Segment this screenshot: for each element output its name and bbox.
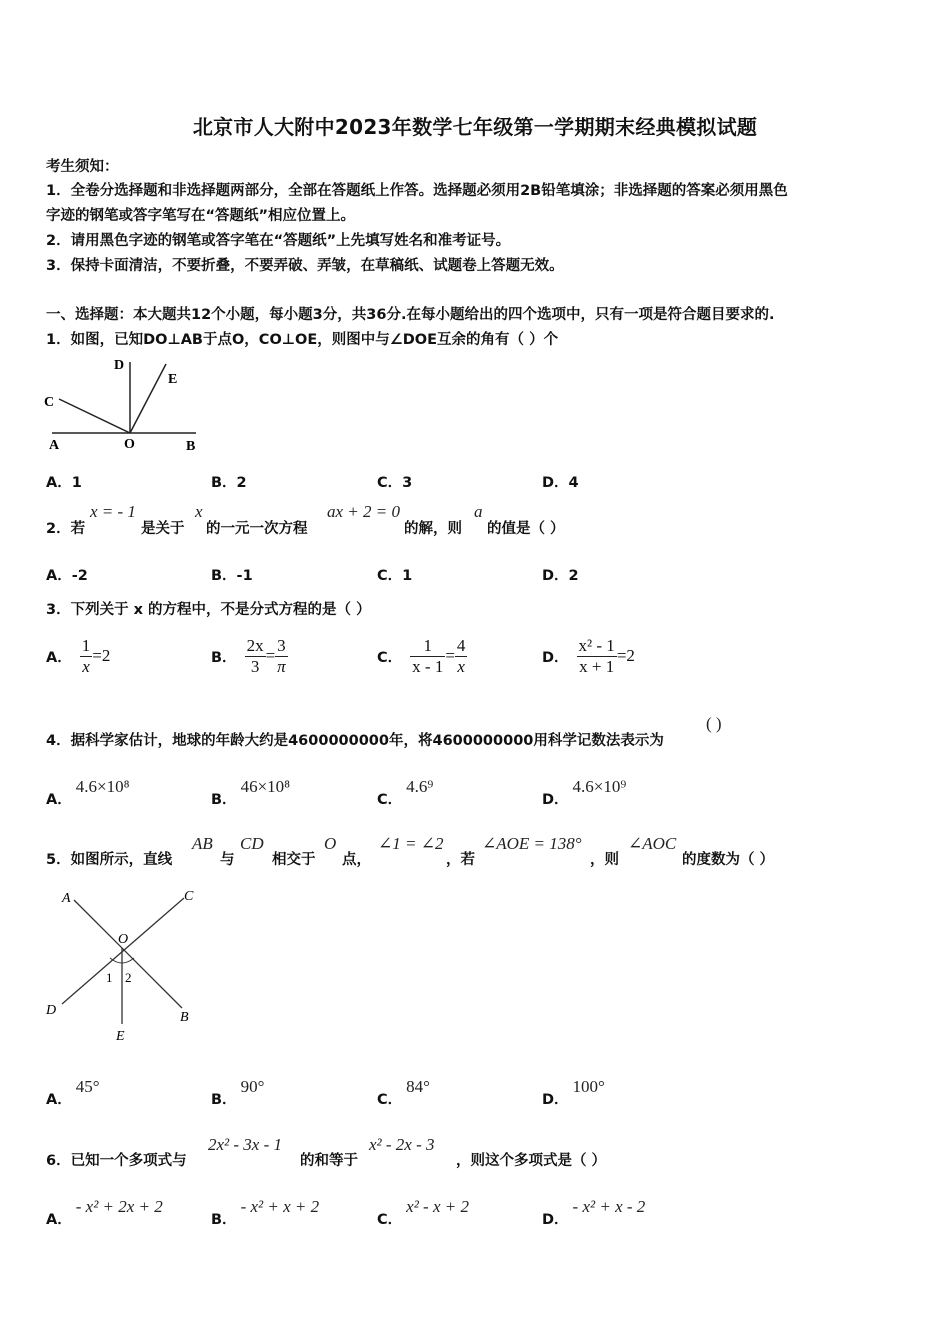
q5-text-1: 5．如图所示，直线 bbox=[46, 852, 173, 868]
q3-a-fraction bbox=[80, 636, 93, 677]
q3-b-den: 3 bbox=[250, 656, 260, 676]
q2-text-1: 2．若 bbox=[46, 521, 86, 537]
q2-option-a: A．-2 bbox=[46, 568, 88, 584]
q3-a-num: 1 bbox=[81, 635, 91, 655]
q3-option-d bbox=[542, 634, 635, 678]
q1-label-a: A bbox=[49, 438, 60, 453]
q3-c-fraction-2 bbox=[455, 636, 468, 677]
q5-line-cd bbox=[62, 898, 184, 1004]
q1-option-b: B．2 bbox=[211, 475, 247, 491]
q4-c-value: 4.6⁹ bbox=[406, 777, 434, 796]
q5-math-cd: CD bbox=[240, 834, 264, 853]
q5-b-value: 90° bbox=[240, 1077, 265, 1096]
q4-option-d bbox=[542, 776, 627, 808]
q2-text-3: 的一元一次方程 bbox=[206, 521, 308, 537]
q6-text-2: 的和等于 bbox=[300, 1153, 358, 1169]
q3-b-fraction-2 bbox=[275, 636, 288, 677]
q5-math-aoe: ∠AOE = 138° bbox=[482, 834, 582, 853]
q3-b-num: 2x bbox=[246, 635, 264, 655]
q3-b-fraction-1 bbox=[245, 636, 266, 677]
q6-d-label: D． bbox=[542, 1212, 569, 1228]
q2-option-d: D．2 bbox=[542, 568, 579, 584]
q5-b-label: B． bbox=[211, 1092, 237, 1108]
q3-c-fraction-1 bbox=[410, 636, 445, 677]
q6-a-label: A． bbox=[46, 1212, 72, 1228]
q3-option-c bbox=[377, 634, 467, 678]
q4-c-label: C． bbox=[377, 792, 403, 808]
q3-d-rhs: =2 bbox=[616, 646, 635, 665]
notice-line-1a: 1．全卷分选择题和非选择题两部分，全部在答题纸上作答。选择题必须用2B铅笔填涂；非选择题的答案必须用黑色 bbox=[46, 183, 788, 199]
q5-math-ab: AB bbox=[192, 834, 213, 853]
q3-c-label: C． bbox=[377, 649, 403, 666]
q5-text-2: 与 bbox=[220, 852, 235, 868]
q5-label-e: E bbox=[116, 1029, 125, 1044]
q5-math-o: O bbox=[324, 834, 337, 853]
q2-math-eq: ax + 2 = 0 bbox=[327, 502, 400, 521]
q3-c-eq: = bbox=[445, 646, 455, 665]
q5-figure bbox=[40, 880, 210, 1050]
q6-option-b bbox=[211, 1196, 320, 1228]
q3-c-num: 1 bbox=[410, 636, 445, 657]
notice-line-1b: 字迹的钢笔或答字笔写在“答题纸”相应位置上。 bbox=[46, 208, 356, 224]
q6-option-a bbox=[46, 1196, 163, 1228]
q6-d-value: - x² + x - 2 bbox=[572, 1197, 646, 1216]
q3-b-den2: π bbox=[277, 656, 286, 676]
q5-label-a: A bbox=[62, 891, 71, 906]
q4-paren: ( ) bbox=[706, 714, 722, 733]
q5-option-d bbox=[542, 1076, 605, 1108]
q6-option-c bbox=[377, 1196, 469, 1228]
q1-option-d: D．4 bbox=[542, 475, 579, 491]
q3-b-label: B． bbox=[211, 649, 237, 666]
q4-option-c bbox=[377, 776, 434, 808]
q5-math-aoc: ∠AOC bbox=[628, 834, 677, 853]
q6-b-label: B． bbox=[211, 1212, 237, 1228]
q6-text-3: ，则这个多项式是（ ） bbox=[456, 1153, 607, 1169]
q1-label-o: O bbox=[124, 437, 135, 452]
q5-c-label: C． bbox=[377, 1092, 403, 1108]
page-title: 北京市人大附中2023年数学七年级第一学期期末经典模拟试题 bbox=[192, 115, 758, 139]
q4-d-value: 4.6×10⁹ bbox=[572, 777, 627, 796]
q2-option-c: C．1 bbox=[377, 568, 413, 584]
q5-label-d: D bbox=[46, 1003, 57, 1018]
q2-option-b: B．-1 bbox=[211, 568, 253, 584]
notice-line-3: 3．保持卡面清洁，不要折叠，不要弄破、弄皱，在草稿纸、试题卷上答题无效。 bbox=[46, 258, 564, 274]
q6-c-label: C． bbox=[377, 1212, 403, 1228]
q3-b-eq: = bbox=[265, 646, 276, 665]
section-heading: 一、选择题：本大题共12个小题，每小题3分，共36分.在每小题给出的四个选项中，只有一项是符合题目要求的. bbox=[46, 307, 775, 323]
q3-c-den: x - 1 bbox=[412, 656, 444, 676]
q5-a-value: 45° bbox=[75, 1077, 100, 1096]
q6-b-value: - x² + x + 2 bbox=[240, 1197, 320, 1216]
q5-a-label: A． bbox=[46, 1092, 72, 1108]
q1-option-c: C．3 bbox=[377, 475, 413, 491]
q4-option-a bbox=[46, 776, 130, 808]
q2-text-4: 的解，则 bbox=[404, 521, 462, 537]
q2-text-5: 的值是（ ） bbox=[487, 521, 565, 537]
q1-option-a: A．1 bbox=[46, 475, 82, 491]
q3-a-label: A． bbox=[46, 649, 72, 666]
q5-text-6: ，则 bbox=[590, 852, 619, 868]
q3-d-num: x² - 1 bbox=[578, 635, 615, 655]
q5-text-4: 点， bbox=[342, 852, 371, 868]
q1-figure bbox=[40, 352, 210, 454]
q4-a-value: 4.6×10⁸ bbox=[75, 777, 130, 796]
q5-option-a bbox=[46, 1076, 100, 1108]
q5-text-7: 的度数为（ ） bbox=[682, 852, 775, 868]
q5-c-value: 84° bbox=[406, 1077, 430, 1096]
q5-d-label: D． bbox=[542, 1092, 569, 1108]
notice-line-2: 2．请用黑色字迹的钢笔或答字笔在“答题纸”上先填写姓名和准考证号。 bbox=[46, 233, 511, 249]
q3-d-fraction bbox=[577, 636, 617, 677]
q1-ray-oe bbox=[130, 364, 166, 433]
q6-math-poly2: x² - 2x - 3 bbox=[369, 1135, 435, 1154]
q5-option-c bbox=[377, 1076, 430, 1108]
q5-text-3: 相交于 bbox=[272, 852, 316, 868]
q5-text-5: ，若 bbox=[446, 852, 475, 868]
q4-a-label: A． bbox=[46, 792, 72, 808]
q3-a-den: x bbox=[82, 656, 90, 676]
notice-heading: 考生须知： bbox=[46, 159, 119, 175]
q3-c-num2: 4 bbox=[456, 635, 466, 655]
q6-option-d bbox=[542, 1196, 646, 1228]
q5-line-ab bbox=[74, 900, 182, 1008]
q2-math-a: a bbox=[474, 502, 483, 521]
q5-math-angles: ∠1 = ∠2 bbox=[378, 834, 444, 853]
q5-label-1: 1 bbox=[106, 970, 113, 985]
q1-stem: 1．如图，已知DO⊥AB于点O，CO⊥OE，则图中与∠DOE互余的角有（ ）个 bbox=[46, 332, 559, 348]
q1-label-b: B bbox=[186, 439, 196, 454]
q5-label-2: 2 bbox=[125, 970, 132, 985]
q1-label-d: D bbox=[114, 358, 125, 373]
q3-d-den: x + 1 bbox=[579, 656, 615, 676]
q6-a-value: - x² + 2x + 2 bbox=[75, 1197, 163, 1216]
q3-option-b bbox=[211, 634, 288, 678]
q2-text-2: 是关于 bbox=[141, 521, 185, 537]
q4-b-label: B． bbox=[211, 792, 237, 808]
q6-text-1: 6．已知一个多项式与 bbox=[46, 1153, 187, 1169]
q1-ray-oc bbox=[59, 399, 130, 433]
q1-label-c: C bbox=[44, 395, 55, 410]
q5-label-c: C bbox=[184, 889, 194, 904]
q4-b-value: 46×10⁸ bbox=[240, 777, 291, 796]
q3-option-a bbox=[46, 634, 110, 678]
q6-c-value: x² - x + 2 bbox=[406, 1197, 469, 1216]
q5-d-value: 100° bbox=[572, 1077, 605, 1096]
q3-b-num2: 3 bbox=[275, 636, 288, 657]
q4-option-b bbox=[211, 776, 291, 808]
q1-label-e: E bbox=[168, 372, 178, 387]
q5-label-o: O bbox=[118, 932, 129, 947]
q2-math-x-eq: x = - 1 bbox=[90, 502, 136, 521]
q3-c-den2: x bbox=[457, 656, 465, 676]
q4-stem: 4．据科学家估计，地球的年龄大约是4600000000年，将4600000000用科学记数法表示为 bbox=[46, 733, 664, 749]
q3-d-label: D． bbox=[542, 649, 569, 666]
q4-d-label: D． bbox=[542, 792, 569, 808]
q3-stem: 3．下列关于 x 的方程中，不是分式方程的是（ ） bbox=[46, 602, 371, 618]
q6-math-poly1: 2x² - 3x - 1 bbox=[208, 1135, 283, 1154]
q2-math-x: x bbox=[195, 502, 203, 521]
q5-label-b: B bbox=[180, 1010, 189, 1025]
q3-a-rhs: =2 bbox=[92, 646, 111, 665]
q5-option-b bbox=[211, 1076, 265, 1108]
